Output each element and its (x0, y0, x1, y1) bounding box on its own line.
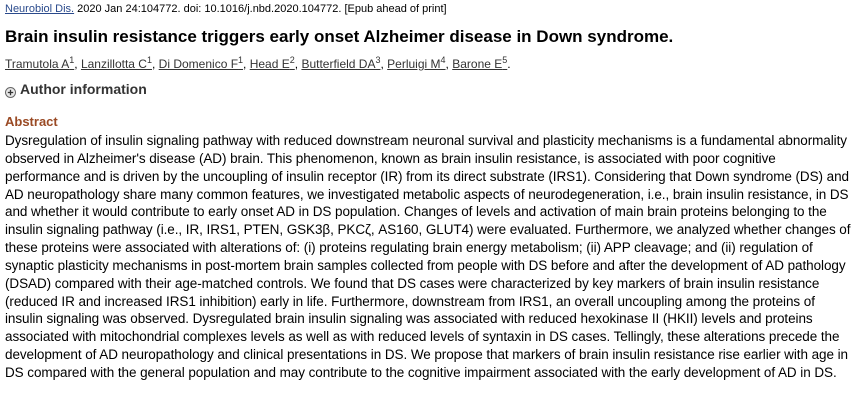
author-link[interactable] (5, 57, 74, 71)
abstract-heading: Abstract (5, 114, 58, 129)
author-affiliation: 1 (146, 55, 152, 65)
author-information-label: Author information (20, 81, 147, 97)
author-affiliation: 4 (440, 55, 446, 65)
author-affiliation: 3 (375, 55, 381, 65)
author-link[interactable] (250, 57, 295, 71)
author-link[interactable] (159, 57, 243, 71)
author-link[interactable] (452, 57, 507, 71)
citation-details: 2020 Jan 24:104772. doi: 10.1016/j.nbd.2020.104772. [Epub ahead of print] (74, 3, 447, 15)
article-title: Brain insulin resistance triggers early onset Alzheimer disease in Down syndrome. (5, 27, 674, 46)
author-information-toggle[interactable] (5, 80, 147, 98)
author-name: Lanzillotta C (80, 57, 147, 71)
author-affiliation: 2 (289, 55, 295, 65)
author-link[interactable] (387, 57, 445, 71)
plus-circle-icon (5, 84, 16, 95)
abstract-text: Dysregulation of insulin signaling pathway with reduced downstream neuronal survival and plasticity mechanisms is a fundamental abnormality observed in Alzheimer's disease (AD) brain. This phenomenon, known as brain insulin resistance, is associated with poor cognitive performance and is driven by the uncoupling of insulin receptor (IR) from its direct substrate (IRS1). Considering that Down syndrome (DS) and AD neuropathology share many common features, we investigated metabolic aspects of neurodegeneration, i.e., brain insulin resistance, in DS and whether it would contribute to early onset AD in DS population. Changes of levels and activation of main brain proteins belonging to the insulin signaling pathway (i.e., IR, IRS1, PTEN, GSK3β, PKCζ, AS160, GLUT4) were evaluated. Furthermore, we analyzed whether changes of these proteins were associated with alterations of: (i) proteins regulating brain energy metabolism; (ii) APP cleavage; and (ii) regulation of synaptic plasticity mechanisms in post-mortem brain samples collected from people with DS before and after the development of AD pathology (DSAD) compared with their age-matched controls. We found that DS cases were characterized by key markers of brain insulin resistance (reduced IR and increased IRS1 inhibition) early in life. Furthermore, downstream from IRS1, an overall uncoupling among the proteins of insulin signaling was observed. Dysregulated brain insulin signaling was associated with reduced hexokinase II (HKII) levels and proteins associated with mitochondrial complexes levels as well as with reduced levels of syntaxin in DS cases. Tellingly, these alterations precede the development of AD neuropathology and clinical presentations in DS. We propose that markers of brain insulin resistance rise earlier with age in DS compared with the general population and may contribute to the cognitive impairment associated with the early development of AD in DS. (5, 133, 851, 380)
author-name: Di Domenico F (158, 57, 239, 71)
author-affiliation: 5 (502, 55, 508, 65)
author-name: Tramutola A (5, 57, 70, 71)
author-affiliation: 1 (238, 55, 244, 65)
author-name: Barone E (452, 57, 503, 71)
author-name: Perluigi M (387, 57, 441, 71)
author-link[interactable] (81, 57, 152, 71)
author-affiliation: 1 (69, 55, 75, 65)
author-list: Tramutola $A^1$, Lanzillotta $C^1$, Di Domenico $F^1$, Head $E^2$, Butterfield $DA^3$, Perluigi $M^4$, Barone $E^5$. (5, 55, 511, 71)
author-name: Head E (249, 57, 290, 71)
author-name: Butterfield DA (301, 57, 376, 71)
citation-line (5, 3, 447, 16)
author-link[interactable] (301, 57, 380, 71)
journal-link[interactable]: Neurobiol Dis. (5, 3, 75, 15)
